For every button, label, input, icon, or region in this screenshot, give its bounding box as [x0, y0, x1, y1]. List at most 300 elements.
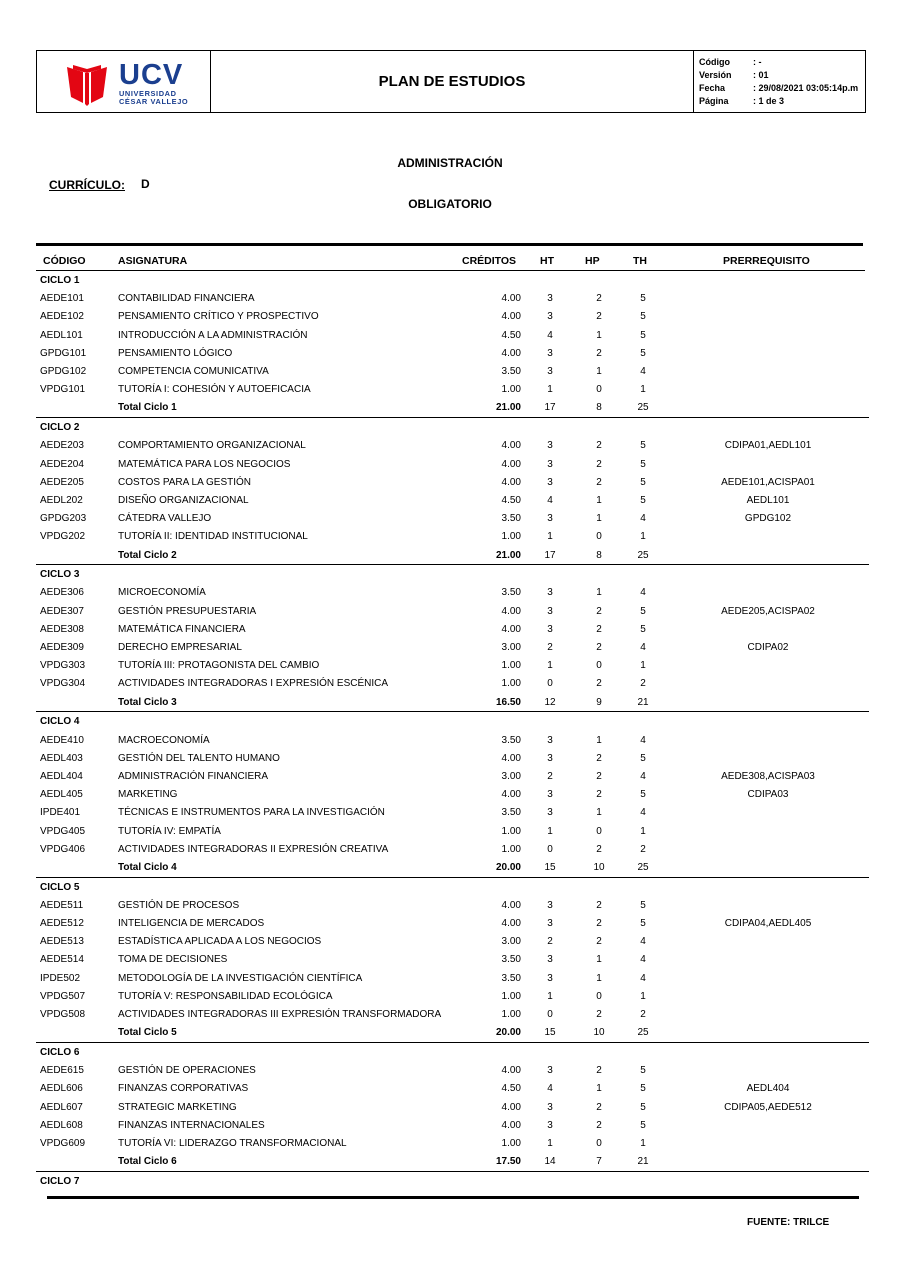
course-name: TUTORÍA II: IDENTIDAD INSTITUCIONAL — [118, 531, 308, 543]
course-hp: 2 — [596, 642, 602, 653]
course-ht: 3 — [547, 513, 553, 525]
course-code: VPDG406 — [40, 843, 86, 855]
document-meta — [693, 51, 865, 112]
course-name: FINANZAS INTERNACIONALES — [118, 1119, 265, 1131]
course-hp: 1 — [596, 1083, 602, 1095]
col-th-header: TH — [633, 255, 647, 267]
course-hp: 0 — [596, 531, 602, 543]
course-th: 5 — [640, 311, 646, 323]
course-hp: 1 — [596, 734, 602, 746]
course-code: AEDE308 — [40, 623, 84, 635]
total-credits: 21.00 — [495, 549, 521, 561]
course-name: MARKETING — [118, 789, 178, 801]
course-th: 5 — [640, 1119, 646, 1131]
course-th: 5 — [640, 752, 646, 764]
course-code: AEDL405 — [40, 789, 83, 801]
cycle-total-row — [0, 547, 900, 565]
cycle-total-row — [0, 694, 900, 712]
course-th: 4 — [640, 513, 646, 525]
course-name: TÉCNICAS E INSTRUMENTOS PARA LA INVESTIGACIÓN — [118, 807, 385, 819]
course-name: FINANZAS CORPORATIVAS — [118, 1083, 249, 1095]
total-th: 25 — [637, 861, 649, 873]
cycle-separator — [36, 711, 869, 712]
course-credits: 4.00 — [501, 752, 521, 764]
course-prereq: AEDE308,ACISPA03 — [721, 770, 815, 782]
total-th: 25 — [637, 402, 649, 414]
course-ht: 0 — [547, 843, 553, 855]
course-hp: 2 — [596, 311, 602, 323]
course-ht: 3 — [547, 899, 553, 911]
course-name: ACTIVIDADES INTEGRADORAS II EXPRESIÓN CREATIVA — [118, 843, 389, 855]
course-hp: 2 — [596, 458, 602, 470]
course-name: MATEMÁTICA PARA LOS NEGOCIOS — [118, 458, 291, 470]
course-row — [0, 510, 900, 528]
course-name: GESTIÓN DE OPERACIONES — [118, 1065, 256, 1077]
course-code: VPDG507 — [40, 990, 86, 1002]
course-name: TUTORÍA IV: EMPATÍA — [118, 825, 221, 837]
course-code: VPDG303 — [40, 660, 86, 672]
course-code: VPDG508 — [40, 1009, 86, 1020]
course-th: 5 — [640, 605, 646, 617]
cycle-title: CICLO 5 — [40, 881, 80, 893]
course-hp: 0 — [596, 660, 602, 672]
course-ht: 3 — [547, 807, 553, 819]
course-name: INTELIGENCIA DE MERCADOS — [118, 918, 265, 929]
course-code: AEDL101 — [40, 329, 83, 341]
course-code: AEDE203 — [40, 440, 84, 452]
course-hp: 2 — [596, 899, 602, 911]
total-ht: 17 — [544, 402, 556, 414]
course-row — [0, 988, 900, 1006]
course-code: GPDG101 — [40, 347, 87, 359]
course-name: PENSAMIENTO CRÍTICO Y PROSPECTIVO — [118, 311, 319, 323]
course-th: 4 — [640, 770, 646, 782]
course-ht: 2 — [547, 770, 553, 782]
meta-value: : 29/08/2021 03:05:14p.m — [753, 83, 859, 93]
course-hp: 0 — [596, 990, 602, 1002]
course-hp: 2 — [596, 789, 602, 801]
course-name: ACTIVIDADES INTEGRADORAS I EXPRESIÓN ESCÉNICA — [118, 678, 389, 690]
course-name: ESTADÍSTICA APLICADA A LOS NEGOCIOS — [118, 936, 322, 948]
course-name: TUTORÍA VI: LIDERAZGO TRANSFORMACIONAL — [118, 1137, 347, 1149]
meta-row — [699, 56, 865, 69]
cycle-title: CICLO 4 — [40, 716, 80, 728]
course-hp: 2 — [596, 936, 602, 948]
course-credits: 1.00 — [501, 825, 521, 837]
course-hp: 2 — [596, 476, 602, 488]
course-code: AEDE205 — [40, 476, 84, 488]
course-th: 5 — [640, 329, 646, 341]
total-hp: 7 — [596, 1156, 602, 1168]
total-label: Total Ciclo 2 — [118, 549, 177, 561]
course-ht: 0 — [547, 1009, 553, 1020]
course-th: 4 — [640, 642, 646, 653]
course-row — [0, 1099, 900, 1117]
course-ht: 4 — [547, 1083, 553, 1095]
course-hp: 2 — [596, 1119, 602, 1131]
course-code: AEDE512 — [40, 918, 84, 929]
course-th: 2 — [640, 843, 646, 855]
document-header — [36, 50, 866, 113]
total-hp: 8 — [596, 402, 602, 414]
cycle-title: CICLO 6 — [40, 1046, 80, 1058]
total-th: 21 — [637, 1156, 649, 1168]
course-ht: 1 — [547, 660, 553, 672]
course-ht: 3 — [547, 587, 553, 599]
course-row — [0, 823, 900, 841]
course-name: ACTIVIDADES INTEGRADORAS III EXPRESIÓN TRANSFORMADORA — [118, 1009, 442, 1020]
curriculum-label: CURRÍCULO: — [49, 178, 125, 192]
course-prereq: AEDL101 — [746, 494, 790, 506]
course-th: 5 — [640, 494, 646, 506]
total-label: Total Ciclo 6 — [118, 1156, 177, 1168]
course-th: 4 — [640, 734, 646, 746]
course-name: MICROECONOMÍA — [118, 587, 206, 599]
course-row — [0, 474, 900, 492]
cycle-title: CICLO 2 — [40, 422, 80, 434]
course-hp: 2 — [596, 770, 602, 782]
course-row — [0, 327, 900, 345]
course-name: TUTORÍA V: RESPONSABILIDAD ECOLÓGICA — [118, 990, 333, 1002]
course-credits: 3.00 — [501, 770, 521, 782]
meta-value: : 01 — [753, 70, 769, 80]
course-hp: 1 — [596, 329, 602, 341]
total-credits: 21.00 — [495, 402, 521, 414]
cycle-separator — [36, 1042, 869, 1043]
course-credits: 3.50 — [501, 513, 521, 525]
course-row — [0, 345, 900, 363]
course-row — [0, 528, 900, 546]
course-hp: 2 — [596, 623, 602, 635]
total-hp: 8 — [596, 549, 602, 561]
course-row — [0, 456, 900, 474]
course-code: VPDG304 — [40, 678, 86, 690]
program-title: ADMINISTRACIÓN — [397, 156, 503, 170]
course-th: 4 — [640, 587, 646, 599]
course-credits: 4.00 — [501, 1101, 521, 1113]
course-ht: 3 — [547, 623, 553, 635]
course-credits: 3.50 — [501, 954, 521, 966]
course-name: MACROECONOMÍA — [118, 734, 210, 746]
course-credits: 4.50 — [501, 494, 521, 506]
col-ht-header: HT — [540, 255, 554, 267]
cycle-heading — [0, 1173, 900, 1191]
total-th: 25 — [637, 1027, 649, 1039]
total-hp: 9 — [596, 696, 602, 708]
course-name: DISEÑO ORGANIZACIONAL — [118, 494, 249, 506]
course-ht: 3 — [547, 440, 553, 452]
cycle-total-row — [0, 859, 900, 877]
course-row — [0, 492, 900, 510]
meta-value: : - — [753, 57, 762, 67]
course-row — [0, 621, 900, 639]
course-code: AEDE410 — [40, 734, 84, 746]
course-credits: 3.50 — [501, 734, 521, 746]
course-credits: 4.00 — [501, 476, 521, 488]
course-code: AEDE615 — [40, 1065, 84, 1077]
total-th: 25 — [637, 549, 649, 561]
cycle-heading — [0, 566, 900, 584]
course-credits: 1.00 — [501, 990, 521, 1002]
course-th: 1 — [640, 660, 646, 672]
course-name: COMPORTAMIENTO ORGANIZACIONAL — [118, 440, 306, 452]
course-ht: 3 — [547, 366, 553, 377]
course-row — [0, 1006, 900, 1024]
course-hp: 2 — [596, 293, 602, 305]
total-credits: 20.00 — [495, 1027, 521, 1039]
course-credits: 3.50 — [501, 972, 521, 984]
course-th: 2 — [640, 678, 646, 690]
course-name: TUTORÍA I: COHESIÓN Y AUTOEFICACIA — [118, 384, 311, 396]
course-row — [0, 915, 900, 933]
course-th: 4 — [640, 807, 646, 819]
course-row — [0, 603, 900, 621]
course-credits: 4.00 — [501, 918, 521, 929]
course-prereq: GPDG102 — [744, 513, 792, 525]
course-th: 1 — [640, 531, 646, 543]
course-row — [0, 841, 900, 859]
cycle-separator — [36, 417, 869, 418]
course-hp: 0 — [596, 1137, 602, 1149]
col-credits-header: CRÉDITOS — [462, 255, 517, 267]
cycle-total-row — [0, 1024, 900, 1042]
course-code: GPDG203 — [40, 513, 87, 525]
course-th: 1 — [640, 825, 646, 837]
course-row — [0, 290, 900, 308]
course-name: STRATEGIC MARKETING — [118, 1101, 237, 1113]
course-hp: 2 — [596, 347, 602, 359]
course-credits: 4.00 — [501, 789, 521, 801]
course-name: GESTIÓN DE PROCESOS — [118, 899, 240, 911]
course-ht: 3 — [547, 918, 553, 929]
course-ht: 3 — [547, 476, 553, 488]
course-credits: 3.50 — [501, 587, 521, 599]
course-ht: 3 — [547, 734, 553, 746]
course-hp: 0 — [596, 384, 602, 396]
course-code: AEDE102 — [40, 311, 84, 323]
course-ht: 3 — [547, 954, 553, 966]
logo-subtitle — [119, 90, 188, 106]
course-th: 5 — [640, 458, 646, 470]
course-prereq: AEDE205,ACISPA02 — [721, 605, 815, 617]
course-hp: 1 — [596, 513, 602, 525]
course-th: 5 — [640, 1101, 646, 1113]
course-row — [0, 639, 900, 657]
document-title: PLAN DE ESTUDIOS — [378, 73, 526, 90]
course-row — [0, 675, 900, 693]
total-ht: 15 — [544, 1027, 556, 1039]
course-ht: 3 — [547, 311, 553, 323]
course-prereq: AEDL404 — [746, 1083, 790, 1095]
cycle-title: CICLO 7 — [40, 1175, 80, 1187]
course-name: GESTIÓN PRESUPUESTARIA — [118, 605, 257, 617]
course-th: 5 — [640, 899, 646, 911]
course-name: CONTABILIDAD FINANCIERA — [118, 293, 255, 305]
course-ht: 1 — [547, 384, 553, 396]
course-row — [0, 786, 900, 804]
cycle-title: CICLO 3 — [40, 569, 80, 581]
course-th: 1 — [640, 384, 646, 396]
total-label: Total Ciclo 5 — [118, 1027, 177, 1039]
course-name: PENSAMIENTO LÓGICO — [118, 347, 233, 359]
course-hp: 1 — [596, 954, 602, 966]
meta-row — [699, 82, 865, 95]
total-ht: 17 — [544, 549, 556, 561]
course-code: AEDE204 — [40, 458, 84, 470]
cycle-heading — [0, 1044, 900, 1062]
course-row — [0, 308, 900, 326]
course-th: 4 — [640, 366, 646, 377]
total-label: Total Ciclo 1 — [118, 402, 177, 414]
course-code: VPDG101 — [40, 384, 86, 396]
course-ht: 1 — [547, 1137, 553, 1149]
course-row — [0, 1135, 900, 1153]
course-code: AEDE306 — [40, 587, 84, 599]
course-ht: 3 — [547, 972, 553, 984]
course-credits: 4.00 — [501, 440, 521, 452]
course-prereq: CDIPA01,AEDL101 — [724, 440, 812, 452]
course-row — [0, 804, 900, 822]
meta-row — [699, 95, 865, 108]
course-code: AEDE101 — [40, 293, 84, 305]
course-code: AEDE513 — [40, 936, 84, 948]
meta-label: Página — [699, 96, 729, 106]
course-name: INTRODUCCIÓN A LA ADMINISTRACIÓN — [118, 329, 308, 341]
course-ht: 3 — [547, 1101, 553, 1113]
course-code: AEDL202 — [40, 494, 83, 506]
cycle-separator — [36, 564, 869, 565]
course-th: 4 — [640, 972, 646, 984]
course-credits: 1.00 — [501, 678, 521, 690]
course-credits: 4.00 — [501, 1065, 521, 1077]
course-th: 5 — [640, 1065, 646, 1077]
course-credits: 4.00 — [501, 899, 521, 911]
cycle-heading — [0, 419, 900, 437]
course-ht: 4 — [547, 494, 553, 506]
course-th: 2 — [640, 1009, 646, 1020]
course-th: 5 — [640, 1083, 646, 1095]
course-ht: 1 — [547, 531, 553, 543]
meta-row — [699, 69, 865, 82]
course-credits: 4.00 — [501, 458, 521, 470]
course-ht: 2 — [547, 642, 553, 653]
logo-sub-line-1: UNIVERSIDAD — [119, 89, 177, 98]
footer-rule — [47, 1196, 859, 1199]
col-name-header: ASIGNATURA — [118, 255, 188, 267]
course-code: AEDE514 — [40, 954, 84, 966]
cycle-heading — [0, 272, 900, 290]
course-th: 4 — [640, 936, 646, 948]
course-code: IPDE401 — [40, 807, 81, 819]
cycle-total-row — [0, 1153, 900, 1171]
course-row — [0, 657, 900, 675]
course-row — [0, 1062, 900, 1080]
course-code: AEDE307 — [40, 605, 84, 617]
course-credits: 1.00 — [501, 843, 521, 855]
total-th: 21 — [637, 696, 649, 708]
course-row — [0, 951, 900, 969]
curriculum-value: D — [141, 177, 150, 191]
course-hp: 2 — [596, 752, 602, 764]
course-name: MATEMÁTICA FINANCIERA — [118, 623, 246, 635]
course-ht: 3 — [547, 789, 553, 801]
course-hp: 2 — [596, 678, 602, 690]
course-credits: 3.50 — [501, 366, 521, 377]
total-credits: 20.00 — [495, 861, 521, 873]
course-name: TOMA DE DECISIONES — [118, 954, 228, 966]
course-row — [0, 381, 900, 399]
course-name: GESTIÓN DEL TALENTO HUMANO — [118, 752, 280, 764]
course-row — [0, 750, 900, 768]
course-row — [0, 584, 900, 602]
course-credits: 4.00 — [501, 623, 521, 635]
course-hp: 2 — [596, 1101, 602, 1113]
col-hp-header: HP — [585, 255, 600, 267]
course-th: 1 — [640, 1137, 646, 1149]
meta-label: Fecha — [699, 83, 726, 93]
course-th: 5 — [640, 293, 646, 305]
course-th: 5 — [640, 789, 646, 801]
logo-sub-line-2: CÉSAR VALLEJO — [119, 97, 189, 106]
table-top-rule — [36, 243, 863, 246]
course-code: VPDG405 — [40, 825, 86, 837]
course-ht: 2 — [547, 936, 553, 948]
course-ht: 3 — [547, 752, 553, 764]
total-hp: 10 — [593, 861, 605, 873]
course-code: VPDG202 — [40, 531, 86, 543]
course-code: AEDE511 — [40, 899, 84, 911]
course-credits: 3.00 — [501, 642, 521, 653]
course-prereq: CDIPA03 — [747, 789, 789, 801]
course-code: AEDL404 — [40, 770, 83, 782]
course-credits: 3.00 — [501, 936, 521, 948]
course-th: 4 — [640, 954, 646, 966]
course-th: 5 — [640, 623, 646, 635]
course-hp: 2 — [596, 918, 602, 929]
ucv-shield-icon — [65, 63, 109, 107]
course-credits: 4.00 — [501, 311, 521, 323]
course-hp: 2 — [596, 843, 602, 855]
course-hp: 1 — [596, 972, 602, 984]
meta-label: Código — [699, 57, 730, 67]
course-code: AEDL608 — [40, 1119, 83, 1131]
course-credits: 4.00 — [501, 605, 521, 617]
course-hp: 2 — [596, 440, 602, 452]
course-credits: 4.00 — [501, 1119, 521, 1131]
course-row — [0, 768, 900, 786]
meta-value: : 1 de 3 — [753, 96, 785, 106]
course-credits: 4.50 — [501, 329, 521, 341]
total-credits: 17.50 — [495, 1156, 521, 1168]
ucv-logo — [37, 51, 211, 112]
header-rule — [36, 270, 865, 271]
course-th: 5 — [640, 918, 646, 929]
course-ht: 4 — [547, 329, 553, 341]
course-name: DERECHO EMPRESARIAL — [118, 642, 242, 653]
course-credits: 1.00 — [501, 1137, 521, 1149]
course-hp: 2 — [596, 605, 602, 617]
course-ht: 3 — [547, 605, 553, 617]
course-row — [0, 1117, 900, 1135]
course-prereq: CDIPA05,AEDE512 — [724, 1101, 812, 1113]
course-ht: 3 — [547, 293, 553, 305]
course-name: ADMINISTRACIÓN FINANCIERA — [118, 770, 269, 782]
cycle-separator — [36, 877, 869, 878]
cycle-heading — [0, 879, 900, 897]
course-ht: 3 — [547, 1065, 553, 1077]
col-prereq-header: PRERREQUISITO — [723, 255, 810, 267]
total-label: Total Ciclo 4 — [118, 861, 177, 873]
